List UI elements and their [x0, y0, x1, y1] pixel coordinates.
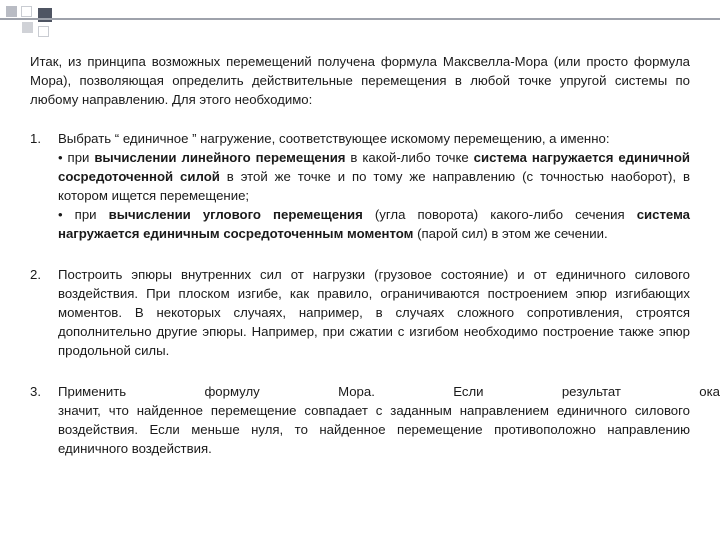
decorative-corner-squares — [0, 0, 64, 40]
item-first-line — [30, 382, 720, 401]
text-run: • при — [58, 207, 109, 222]
bold-run: вычислении линейного перемещения — [94, 150, 346, 165]
word: Мора. — [338, 384, 375, 399]
list-item-1 — [30, 129, 690, 243]
item-body — [58, 129, 690, 243]
word: результат — [561, 384, 621, 399]
corner-square-2 — [21, 6, 32, 17]
word: ока — [699, 384, 720, 399]
header-rule — [0, 18, 720, 20]
text-run: в этой же точке и по тому же направлению (с точностью наоборот), в котором ищется перемещение; — [58, 169, 690, 203]
corner-square-5 — [38, 26, 49, 37]
bullet-angular — [58, 205, 690, 243]
word: Применить — [58, 384, 127, 399]
text-run: (парой сил) в этом же сечении. — [413, 226, 608, 241]
text-run: в какой-либо точке — [345, 150, 474, 165]
item-number: 3. — [30, 384, 41, 399]
bold-run: система нагружается единичной сосредоточенной силой — [58, 150, 690, 184]
word: формулу — [204, 384, 260, 399]
slide-content — [30, 52, 720, 458]
list-item-2 — [30, 265, 690, 360]
corner-square-1 — [6, 6, 17, 17]
bold-run: вычислении углового перемещения — [108, 207, 363, 222]
item-number: 1. — [30, 131, 41, 146]
corner-square-4 — [22, 22, 33, 33]
bold-run: система нагружается единичным сосредоточенным моментом — [58, 207, 691, 241]
item-body: значит, что найденное перемещение совпадает с заданным направлением единичного силового воздействия. Если меньше нуля, то найденное перемещение противоположно направлению единичного воздействия. — [58, 403, 690, 456]
word: Если — [453, 384, 484, 399]
item-lead: Выбрать “ единичное ” нагружение, соответствующее искомому перемещению, а именно: — [58, 131, 610, 146]
bullet-linear — [58, 148, 690, 205]
intro-paragraph: Итак, из принципа возможных перемещений получена формула Максвелла-Мора (или просто формула Мора), позволяющая определить действительные перемещения в любой точке упругой системы по любому направлению. Для этого необходимо: — [30, 54, 690, 107]
list-item-3 — [30, 382, 720, 458]
text-run: (угла поворота) какого-либо сечения — [362, 207, 637, 222]
item-number: 2. — [30, 267, 41, 282]
item-body: Построить эпюры внутренних сил от нагрузки (грузовое состояние) и от единичного силового воздействия. При плоском изгибе, как правило, ограничиваются построением эпюр изгибающих моментов. В некоторых случаях, например, в случаях сложного сопротивления, строятся дополнительно другие эпюры. Например, при сжатии с изгибом необходимо построение также эпюр продольной силы. — [58, 267, 690, 358]
text-run: • при — [58, 150, 95, 165]
